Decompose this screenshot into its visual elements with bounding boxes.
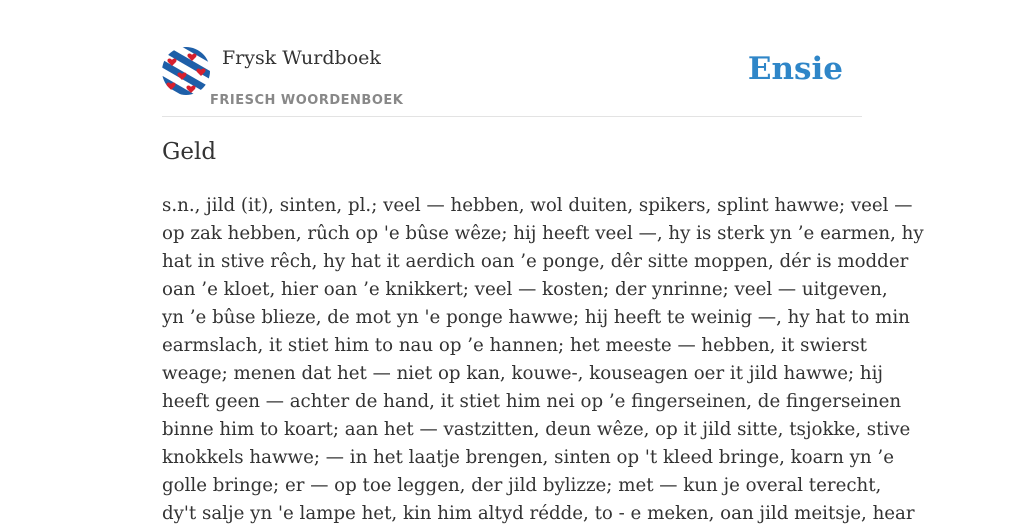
entry-definition	[162, 192, 924, 528]
definition-line: weage; menen dat het — niet op kan, kouwe-, kouseagen oer it jild hawwe; hij	[162, 363, 884, 384]
definition-line: op zak hebben, rûch op 'e bûse wêze; hij heeft veel —, hy is sterk yn ’e earmen, hy	[162, 223, 924, 244]
ensie-logo-link[interactable]: Ensie	[747, 51, 843, 87]
dictionary-subtitle: FRIESCH WOORDENBOEK	[210, 93, 404, 108]
frisian-flag-icon[interactable]	[162, 47, 210, 95]
dictionary-title[interactable]: Frysk Wurdboek	[222, 47, 381, 69]
definition-line: golle bringe; er — op toe leggen, der jild bylizze; met — kun je overal terecht,	[162, 475, 882, 496]
definition-line: knokkels hawwe; — in het laatje brengen, sinten op 't kleed bringe, koarn yn ’e	[162, 447, 894, 468]
entry-title: Geld	[162, 139, 217, 165]
definition-line: oan ’e kloet, hier oan ’e knikkert; veel — kosten; der ynrinne; veel — uitgeven,	[162, 279, 888, 300]
definition-line: dy't salje yn 'e lampe het, kin him altyd rédde, to - e meken, oan jild meitsje, hear	[162, 503, 915, 524]
definition-line: earmslach, it stiet him to nau op ’e hannen; het meeste — hebben, it swierst	[162, 335, 867, 356]
definition-line: s.n., jild (it), sinten, pl.; veel — hebben, wol duiten, spikers, splint hawwe; veel —	[162, 195, 913, 216]
definition-line: heeft geen — achter de hand, it stiet him nei op ’e fingerseinen, de fingerseinen	[162, 391, 902, 412]
definition-line: hat in stive rêch, hy hat it aerdich oan ’e ponge, dêr sitte moppen, dér is modder	[162, 251, 909, 272]
site-header	[162, 44, 862, 117]
definition-line: binne him to koart; aan het — vastzitten, deun wêze, op it jild sitte, tsjokke, stive	[162, 419, 911, 440]
definition-line: yn ’e bûse blieze, de mot yn 'e ponge hawwe; hij heeft te weinig —, hy hat to min	[162, 307, 910, 328]
